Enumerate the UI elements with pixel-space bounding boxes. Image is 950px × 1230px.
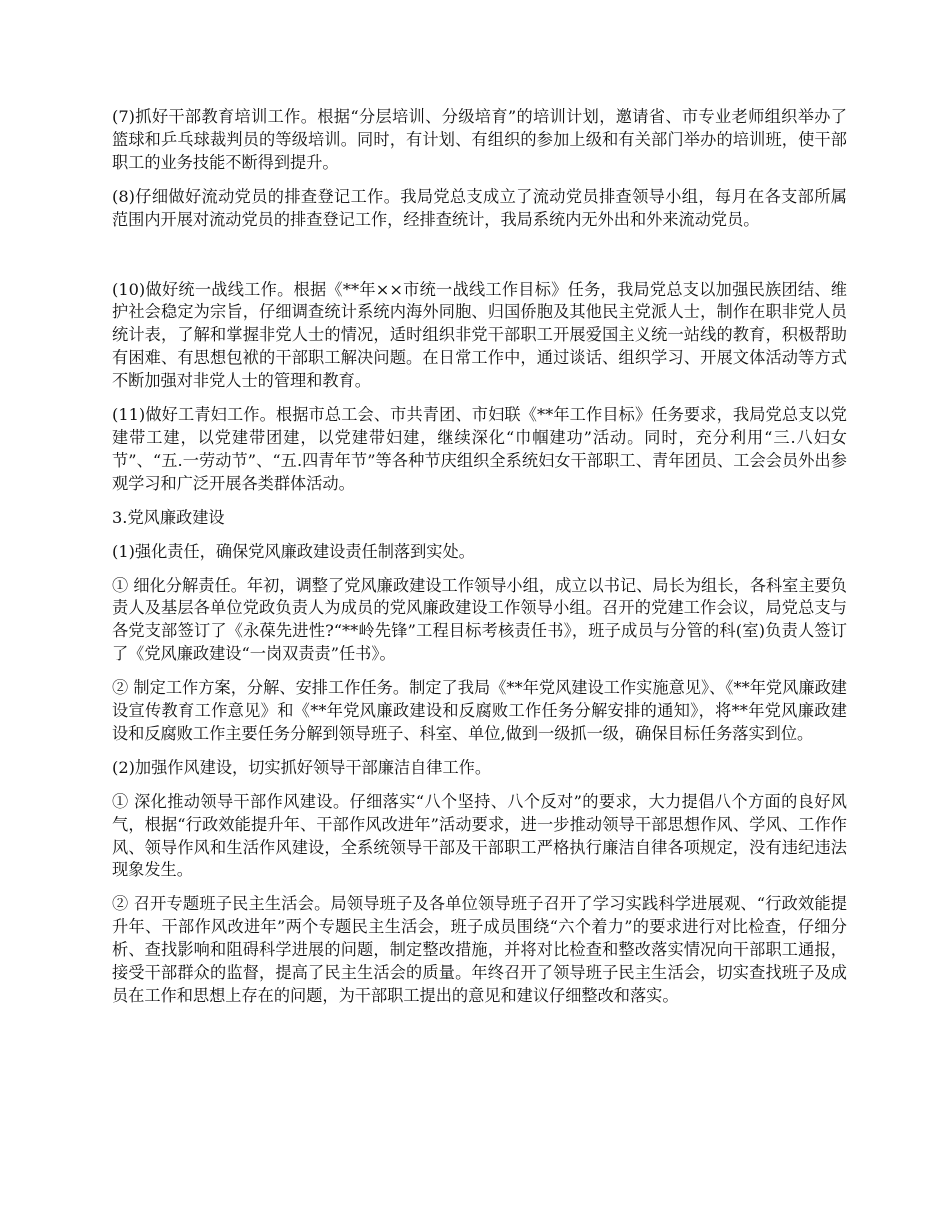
- paragraph-democratic-meeting: ② 召开专题班子民主生活会。局领导班子及各单位领导班子召开了学习实践科学进展观、“行政效能提升年、干部作风改进年”两个专题民主生活会，班子成员围绕“六个着力”的要求进行对比检查，仔细分析、查找影响和阻碍科学进展的问题，制定整改措施，并将对比检查和整改落实情况向干部职工通报，接受干部群众的监督，提高了民主生活会的质量。年终召开了领导班子民主生活会，切实查找班子及成员在工作和思想上存在的问题，为干部职工提出的意见和建议仔细整改和落实。: [112, 894, 847, 1005]
- paragraph-cadre-training: (7)抓好干部教育培训工作。根据“分层培训、分级培育”的培训计划，邀请省、市专业老师组织举办了篮球和乒乓球裁判员的等级培训。同时，有计划、有组织的参加上级和有关部门举办的培训班，使干部职工的业务技能不断得到提升。: [112, 107, 847, 172]
- paragraph-floating-members: (8)仔细做好流动党员的排查登记工作。我局党总支成立了流动党员排查领导小组，每月在各支部所属范围内开展对流动党员的排查登记工作，经排查统计，我局系统内无外出和外来流动党员。: [112, 186, 847, 229]
- paragraph-deepen-style: ① 深化推动领导干部作风建设。仔细落实“八个坚持、八个反对”的要求，大力提倡八个方面的良好风气，根据“行政效能提升年、干部作风改进年”活动要求，进一步推动领导干部思想作风、学风、工作作风、领导作风和生活作风建设，全系统领导干部及干部职工严格执行廉洁自律各项规定，没有违纪违法现象发生。: [112, 791, 847, 880]
- subheading-responsibility: (1)强化责任，确保党风廉政建设责任制落到实处。: [112, 541, 475, 561]
- paragraph-work-plan: ② 制定工作方案，分解、安排工作任务。制定了我局《**年党风建设工作实施意见》、《**年党风廉政建设宣传教育工作意见》和《**年党风廉政建设和反腐败工作任务分解安排的通知》，将**年党风廉政建设和反腐败工作主要任务分解到领导班子、科室、单位,做到一级抓一级，确保目标任务落实到位。: [112, 678, 847, 743]
- subheading-work-style: (2)加强作风建设，切实抓好领导干部廉洁自律工作。: [112, 757, 492, 777]
- paragraph-union-youth-women: (11)做好工青妇工作。根据市总工会、市共青团、市妇联《**年工作目标》任务要求，我局党总支以党建带工建，以党建带团建，以党建带妇建，继续深化“巾帼建功”活动。同时，充分利用“三.八妇女节”、“五.一劳动节”、“五.四青年节”等各种节庆组织全系统妇女干部职工、青年团员、工会会员外出参观学习和广泛开展各类群体活动。: [112, 405, 847, 493]
- paragraph-united-front: (10)做好统一战线工作。根据《**年××市统一战线工作目标》任务，我局党总支以加强民族团结、维护社会稳定为宗旨，仔细调查统计系统内海外同胞、归国侨胞及其他民主党派人士，制作在职非党人员统计表，了解和掌握非党人士的情况，适时组织非党干部职工开展爱国主义统一站线的教育，积极帮助有困难、有思想包袱的干部职工解决问题。在日常工作中，通过谈话、组织学习、开展文体活动等方式不断加强对非党人士的管理和教育。: [112, 279, 847, 391]
- document-body: [112, 106, 847, 1019]
- paragraph-decompose-duty: ① 细化分解责任。年初，调整了党风廉政建设工作领导小组，成立以书记、局长为组长，各科室主要负责人及基层各单位党政负责人为成员的党风廉政建设工作领导小组。召开的党建工作会议，局党总支与各党支部签订了《永葆先进性?“**岭先锋”工程目标考核责任书》，班子成员与分管的科(室)负责人签订了《党风廉政建设“一岗双责责”任书》。: [112, 575, 847, 664]
- section-heading-integrity: 3.党风廉政建设: [112, 507, 225, 527]
- blank-gap: [112, 243, 847, 279]
